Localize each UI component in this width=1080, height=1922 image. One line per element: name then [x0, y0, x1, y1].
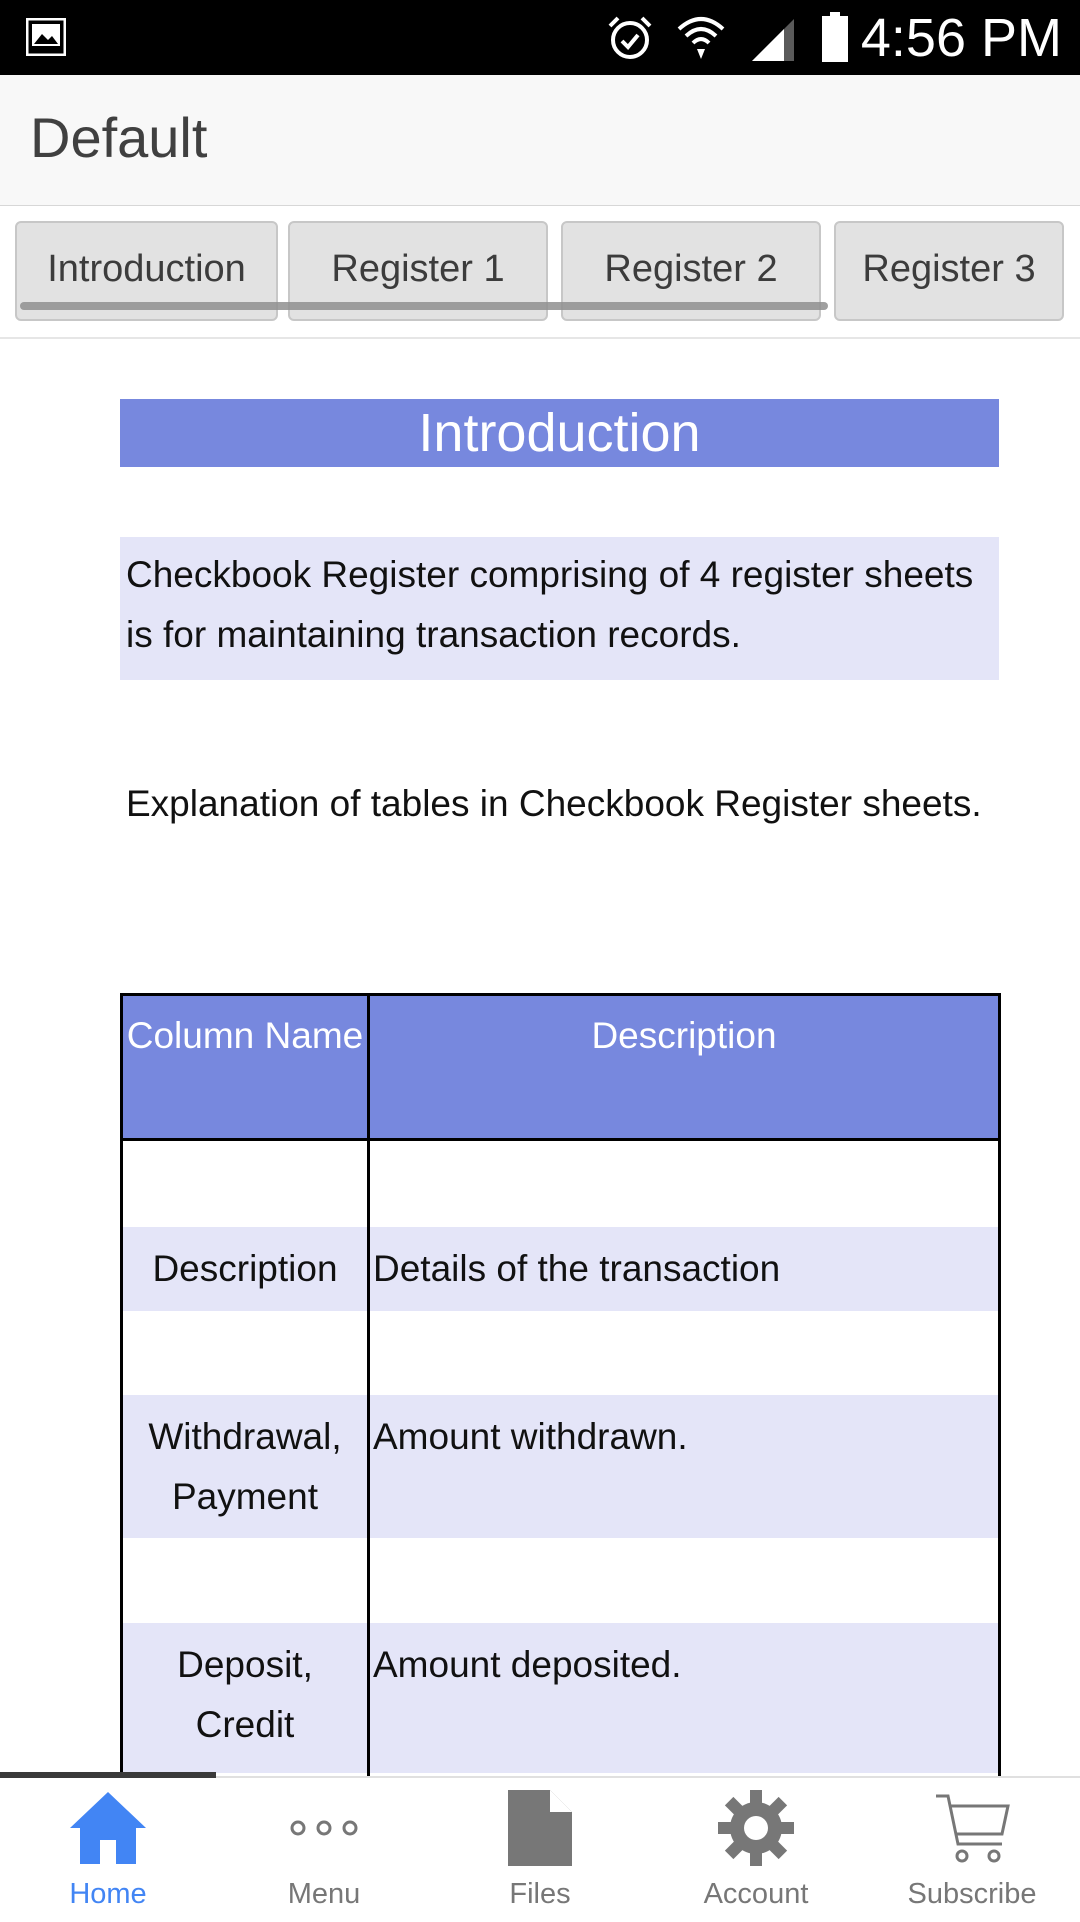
- signal-icon: [748, 13, 798, 63]
- tab-register-1[interactable]: Register 1: [288, 221, 548, 321]
- row-name: Deposit, Credit: [177, 1644, 313, 1745]
- table-header: [123, 996, 998, 1141]
- app-title: Default: [30, 106, 208, 169]
- nav-home-label: Home: [69, 1878, 147, 1910]
- content-area[interactable]: [0, 340, 1080, 1776]
- clock: 4:56 PM: [860, 8, 1062, 68]
- tab-introduction[interactable]: Introduction: [15, 221, 278, 321]
- row-description: Amount deposited.: [373, 1644, 682, 1685]
- nav-menu-label: Menu: [287, 1878, 361, 1910]
- menu-dots-icon: [284, 1788, 364, 1868]
- columns-table: [120, 993, 1001, 1776]
- tab-scrollbar[interactable]: [20, 302, 828, 310]
- nav-account[interactable]: [648, 1778, 864, 1922]
- row-description: Amount withdrawn.: [373, 1416, 688, 1457]
- page-heading: Introduction: [120, 399, 999, 467]
- nav-account-label: Account: [703, 1878, 809, 1910]
- nav-files[interactable]: [432, 1778, 648, 1922]
- column-divider: [367, 996, 370, 1776]
- wifi-icon: [676, 13, 726, 63]
- file-icon: [500, 1788, 580, 1868]
- row-name: Withdrawal, Payment: [148, 1416, 342, 1517]
- nav-home[interactable]: [0, 1778, 216, 1922]
- cart-icon: [932, 1788, 1012, 1868]
- gallery-icon: [26, 18, 66, 56]
- bottom-nav: [0, 1776, 1080, 1920]
- row-description: Details of the transaction: [373, 1248, 781, 1289]
- nav-subscribe[interactable]: [864, 1778, 1080, 1922]
- explanation-text: Explanation of tables in Checkbook Register sheets.: [126, 783, 982, 824]
- status-bar: [0, 0, 1080, 75]
- table-row: [123, 1395, 998, 1538]
- battery-icon: [820, 12, 850, 64]
- nav-files-label: Files: [509, 1878, 571, 1910]
- tab-register-2[interactable]: Register 2: [561, 221, 821, 321]
- tab-strip[interactable]: [0, 207, 1080, 339]
- nav-subscribe-label: Subscribe: [907, 1878, 1037, 1910]
- header-description: Description: [591, 1015, 777, 1056]
- intro-text: Checkbook Register comprising of 4 register sheets is for maintaining transaction records.: [120, 537, 999, 680]
- table-row: [123, 1227, 998, 1311]
- header-column-name: Column Name: [126, 1015, 364, 1056]
- alarm-icon: [606, 14, 654, 62]
- home-icon: [68, 1788, 148, 1868]
- tab-register-3[interactable]: Register 3: [834, 221, 1064, 321]
- nav-menu[interactable]: [216, 1778, 432, 1922]
- app-bar: [0, 75, 1080, 206]
- table-row: [123, 1623, 998, 1773]
- row-name: Description: [152, 1248, 338, 1289]
- gear-icon: [716, 1788, 796, 1868]
